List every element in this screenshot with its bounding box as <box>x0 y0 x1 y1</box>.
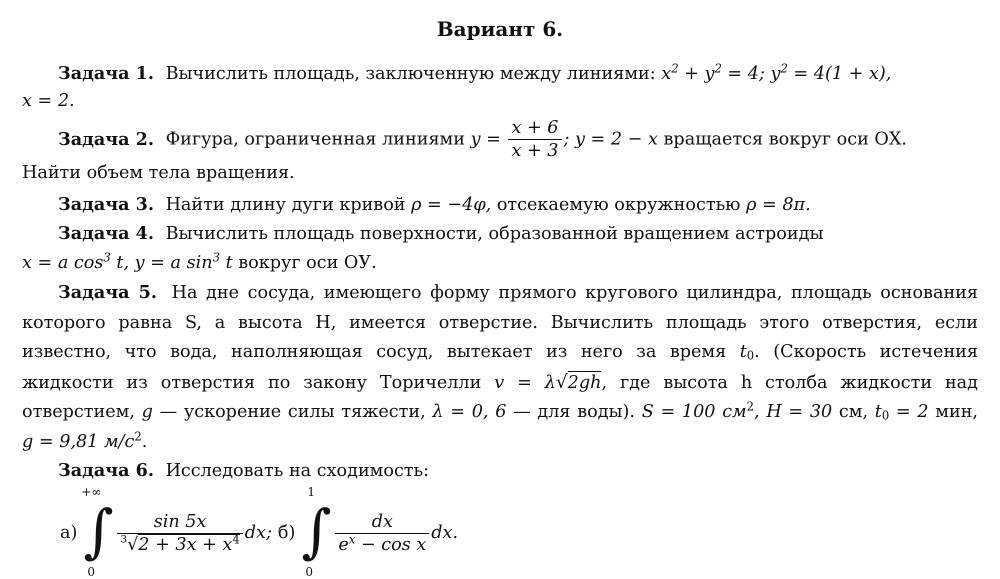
task-5-text-3: , где высота h столба жидкости над отверстием, <box>22 372 978 422</box>
task-3 <box>22 190 978 220</box>
task-2-text: Фигура, ограниченная линиями <box>165 129 465 150</box>
task-5-H-unit: см, <box>838 402 869 422</box>
integral-a-lower: 0 <box>87 565 95 579</box>
integral-b-lower: 0 <box>305 565 314 579</box>
task-2 <box>22 117 978 162</box>
task-6-text: Исследовать на сходимость: <box>165 461 430 481</box>
task-5-text-2: . (Скорость истечения жидкости из отверстия по закону Торичелли <box>22 342 978 393</box>
task-5-label: Задача 5. <box>58 282 157 303</box>
task-1-formula: $x^2 + y^2 = 4$; $y^2 = 4(1 + x)$, <box>661 61 892 84</box>
fraction-denominator: x + 3 <box>508 139 561 162</box>
task-4-text: Вычислить площадь поверхности, образованной вращением астроиды <box>165 224 824 244</box>
task-3-formula-2: ρ = 8π. <box>746 195 811 215</box>
task-2-formula: ; y = 2 − x <box>563 129 658 150</box>
integral-a-sign <box>81 485 114 579</box>
integral-icon: ∫ <box>83 497 114 565</box>
task-6 <box>22 457 978 485</box>
task-5-t0-unit: мин, <box>935 402 979 422</box>
task-5-g-unit: $м/с^2$ <box>103 429 142 452</box>
document <box>22 10 979 579</box>
task-5-H: H = 30 <box>766 402 833 422</box>
fraction-numerator: x + 6 <box>511 118 559 138</box>
task-5-text-4: — ускорение силы тяжести, <box>159 402 426 422</box>
task-5: Задача 5. На дне сосуда, имеющего форму прямого кругового цилиндра, площадь основания которого равна S, а высота H, имеется отверстие. Вычислить площадь этого отверстия, если известно, что вода, наполняющая сосуд, вытекает из него за время $t_0$. (Скорость истечения жидкости из отверстия по закону Торичелли v = λ√2gh, где высота h столба жидкости над отверстием, g — ускорение силы тяжести, λ = 0, 6 — для воды). S = 100 $см^2$, H = 30 см, $t_0 = 2$ мин, g = 9,81 $м/с^2$. <box>22 282 979 452</box>
task-2-label: Задача 2. <box>58 128 154 150</box>
task-5-g-value: g = 9,81 <box>22 431 99 452</box>
task-1 <box>22 59 978 89</box>
integral-b-fraction: $\frac{dx}{e^x - \cos x}$ <box>335 511 429 556</box>
task-2-cont: Найти объем тела вращения. <box>22 163 295 183</box>
task-2-text-2: вращается вокруг оси ОХ. <box>663 129 907 150</box>
task-4-cont <box>22 248 978 278</box>
task-2-y-eq: y = <box>470 129 501 150</box>
task-5-text: На дне сосуда, имеющего форму прямого кругового цилиндра, площадь основания которого равна S, а высота H, имеется отверстие. Вычислить площадь этого отверстия, если известно, что вода, наполняющая сосуд, вытекает из него за время <box>22 283 979 362</box>
task-5-lambda: λ = 0, 6 <box>432 402 507 422</box>
task-5-t0-value: $t_0 = 2$ <box>874 402 929 423</box>
task-3-label: Задача 3. <box>58 194 154 215</box>
integral-b-upper: 1 <box>307 485 316 499</box>
task-4-label: Задача 4. <box>58 223 154 244</box>
task-4-formula: x = a $\cos^3 t$, y = a $\sin^3 t$ <box>22 250 233 273</box>
task-5-torricelli: v = λ√2gh <box>494 371 602 393</box>
task-6-integrals <box>22 485 978 579</box>
task-1-formula-2: x = 2. <box>22 91 75 111</box>
task-3-formula-1: ρ = −4φ, <box>411 195 492 215</box>
task-4 <box>22 220 978 248</box>
task-1-cont <box>22 89 978 113</box>
integral-b-sign <box>299 485 332 579</box>
task-3-text-2: отсекаемую окружностью <box>496 195 741 215</box>
task-5-text-5: — для воды). <box>513 402 636 422</box>
task-2-fraction <box>508 117 561 162</box>
integral-b-label: б) <box>277 522 296 543</box>
integral-a-upper: +∞ <box>81 485 102 499</box>
integral-a-label: а) <box>60 522 78 543</box>
task-6-label: Задача 6. <box>58 460 154 481</box>
task-4-text-2: вокруг оси ОУ. <box>238 253 377 273</box>
sqrt: √2gh <box>555 371 602 393</box>
task-5-S: S = 100 $см^2$, <box>641 399 760 422</box>
task-1-text: Вычислить площадь, заключенную между линиями: <box>165 64 656 84</box>
integral-a-dx: dx; <box>244 522 272 543</box>
integral-icon: ∫ <box>301 497 332 565</box>
task-1-label: Задача 1. <box>58 63 154 84</box>
integral-a-fraction: $\frac{\sin 5x}{^3√2 + 3x + x^4}$ <box>117 511 242 556</box>
integral-b-dx: dx. <box>431 522 459 543</box>
task-5-t0: $t_0$ <box>739 342 755 363</box>
variant-title: Вариант 6. <box>436 17 564 41</box>
task-5-g: g <box>141 402 153 422</box>
task-3-text: Найти длину дуги кривой <box>165 195 406 215</box>
